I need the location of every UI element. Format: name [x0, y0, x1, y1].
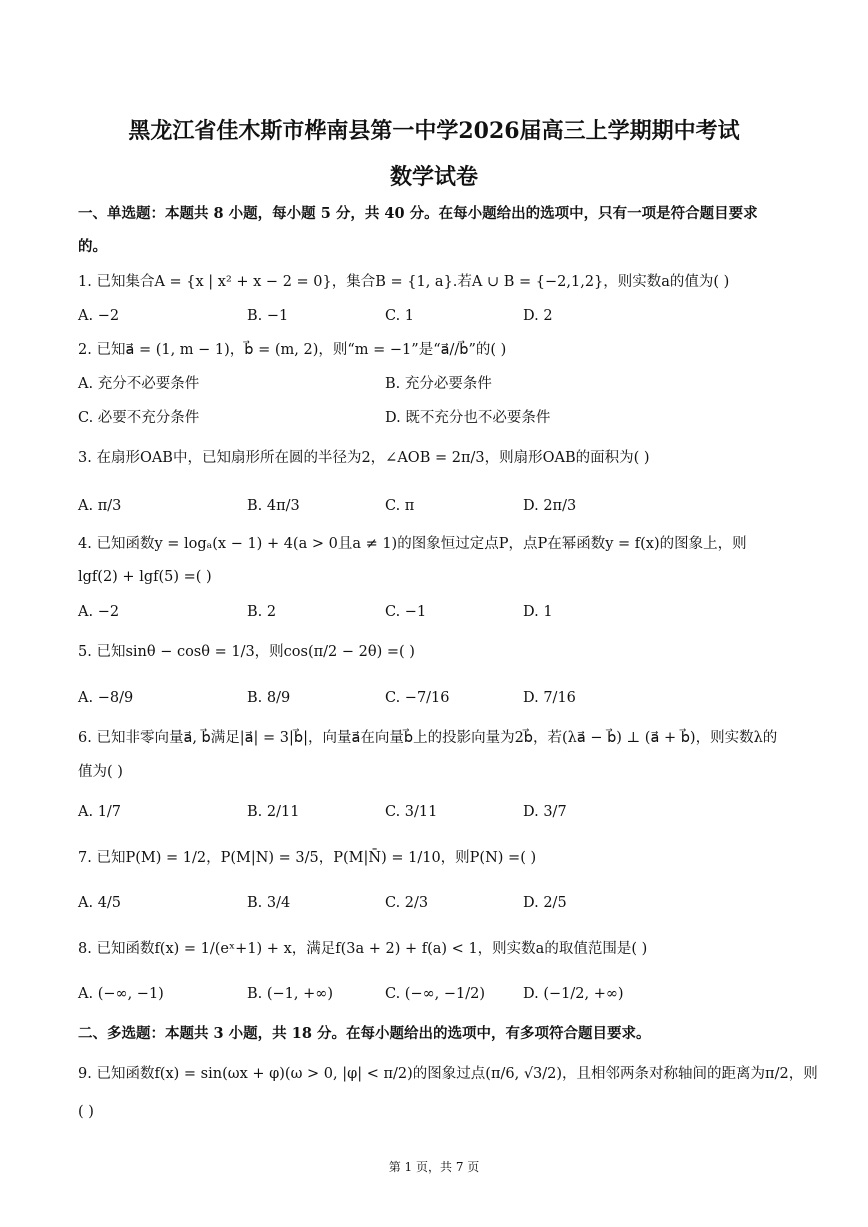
question-5-option-b: B. 8/9 — [247, 690, 291, 706]
question-1-option-a: A. −2 — [78, 308, 120, 324]
question-6-stem: 6. 已知非零向量a⃗, b⃗满足|a⃗| = 3|b⃗|，向量a⃗在向量b⃗上的投影向量为2b⃗，若(λa⃗ − b⃗) ⊥ (a⃗ + b⃗)，则实数λ的 — [78, 730, 778, 746]
question-2-option-d: D. 既不充分也不必要条件 — [385, 410, 551, 426]
question-3-option-d: D. 2π/3 — [523, 498, 577, 514]
question-8-option-d: D. (−1/2, +∞) — [523, 986, 624, 1002]
question-7-option-d: D. 2/5 — [523, 895, 567, 911]
question-6-option-a: A. 1/7 — [78, 804, 122, 820]
question-3-option-c: C. π — [385, 498, 415, 514]
question-8-stem: 8. 已知函数f(x) = 1/(eˣ+1) + x，满足f(3a + 2) + f(a) < 1，则实数a的取值范围是( ) — [78, 941, 648, 957]
question-7-option-c: C. 2/3 — [385, 895, 429, 911]
question-5-option-a: A. −8/9 — [78, 690, 134, 706]
question-3-option-a: A. π/3 — [78, 498, 122, 514]
question-8-option-b: B. (−1, +∞) — [247, 986, 334, 1002]
question-4-stem-cont: lgf(2) + lgf(5) =( ) — [78, 569, 212, 585]
question-6-option-d: D. 3/7 — [523, 804, 567, 820]
question-9-stem: 9. 已知函数f(x) = sin(ωx + φ)(ω > 0, |φ| < π/2)的图象过点(π/6, √3/2)，且相邻两条对称轴间的距离为π/2，则 — [78, 1066, 818, 1082]
question-5-option-d: D. 7/16 — [523, 690, 576, 706]
question-3-option-b: B. 4π/3 — [247, 498, 300, 514]
question-2-option-a: A. 充分不必要条件 — [78, 376, 200, 392]
question-3-stem: 3. 在扇形OAB中，已知扇形所在圆的半径为2，∠AOB = 2π/3，则扇形OAB的面积为( ) — [78, 450, 650, 466]
question-1-option-b: B. −1 — [247, 308, 289, 324]
question-7-stem: 7. 已知P(M) = 1/2，P(M|N) = 3/5，P(M|N̄) = 1/10，则P(N) =( ) — [78, 850, 537, 866]
question-1-stem: 1. 已知集合A = {x | x² + x − 2 = 0}，集合B = {1, a}.若A ∪ B = {−2,1,2}，则实数a的值为( ) — [78, 274, 730, 290]
page-footer: 第 1 页，共 7 页 — [388, 1160, 480, 1174]
question-4-option-c: C. −1 — [385, 604, 427, 620]
question-4-option-d: D. 1 — [523, 604, 553, 620]
question-5-option-c: C. −7/16 — [385, 690, 450, 706]
question-9-stem-cont: ( ) — [78, 1104, 94, 1120]
question-6-option-c: C. 3/11 — [385, 804, 438, 820]
question-2-option-c: C. 必要不充分条件 — [78, 410, 200, 426]
question-1-option-c: C. 1 — [385, 308, 415, 324]
section-2-heading: 二、多选题：本题共 3 小题，共 18 分。在每小题给出的选项中，有多项符合题目要求。 — [78, 1025, 651, 1042]
question-6-option-b: B. 2/11 — [247, 804, 300, 820]
question-7-option-b: B. 3/4 — [247, 895, 291, 911]
section-1-heading: 一、单选题：本题共 8 小题，每小题 5 分，共 40 分。在每小题给出的选项中，只有一项是符合题目要求 — [78, 205, 758, 222]
exam-subtitle: 数学试卷 — [389, 164, 478, 190]
question-4-stem: 4. 已知函数y = logₐ(x − 1) + 4(a > 0且a ≠ 1)的图象恒过定点P，点P在幂函数y = f(x)的图象上，则 — [78, 536, 747, 552]
question-8-option-c: C. (−∞, −1/2) — [385, 986, 486, 1002]
question-4-option-b: B. 2 — [247, 604, 277, 620]
section-1-heading-cont: 的。 — [78, 238, 107, 255]
question-6-stem-cont: 值为( ) — [78, 764, 123, 780]
question-5-stem: 5. 已知sinθ − cosθ = 1/3，则cos(π/2 − 2θ) =( ) — [78, 644, 415, 660]
question-1-option-d: D. 2 — [523, 308, 553, 324]
question-4-option-a: A. −2 — [78, 604, 120, 620]
question-8-option-a: A. (−∞, −1) — [78, 986, 164, 1002]
question-7-option-a: A. 4/5 — [78, 895, 122, 911]
question-2-stem: 2. 已知a⃗ = (1, m − 1)，b⃗ = (m, 2)，则“m = −1”是“a⃗//b⃗”的( ) — [78, 342, 507, 358]
question-2-option-b: B. 充分必要条件 — [385, 376, 492, 392]
exam-title: 黑龙江省佳木斯市桦南县第一中学2026届高三上学期期中考试 — [128, 118, 740, 144]
